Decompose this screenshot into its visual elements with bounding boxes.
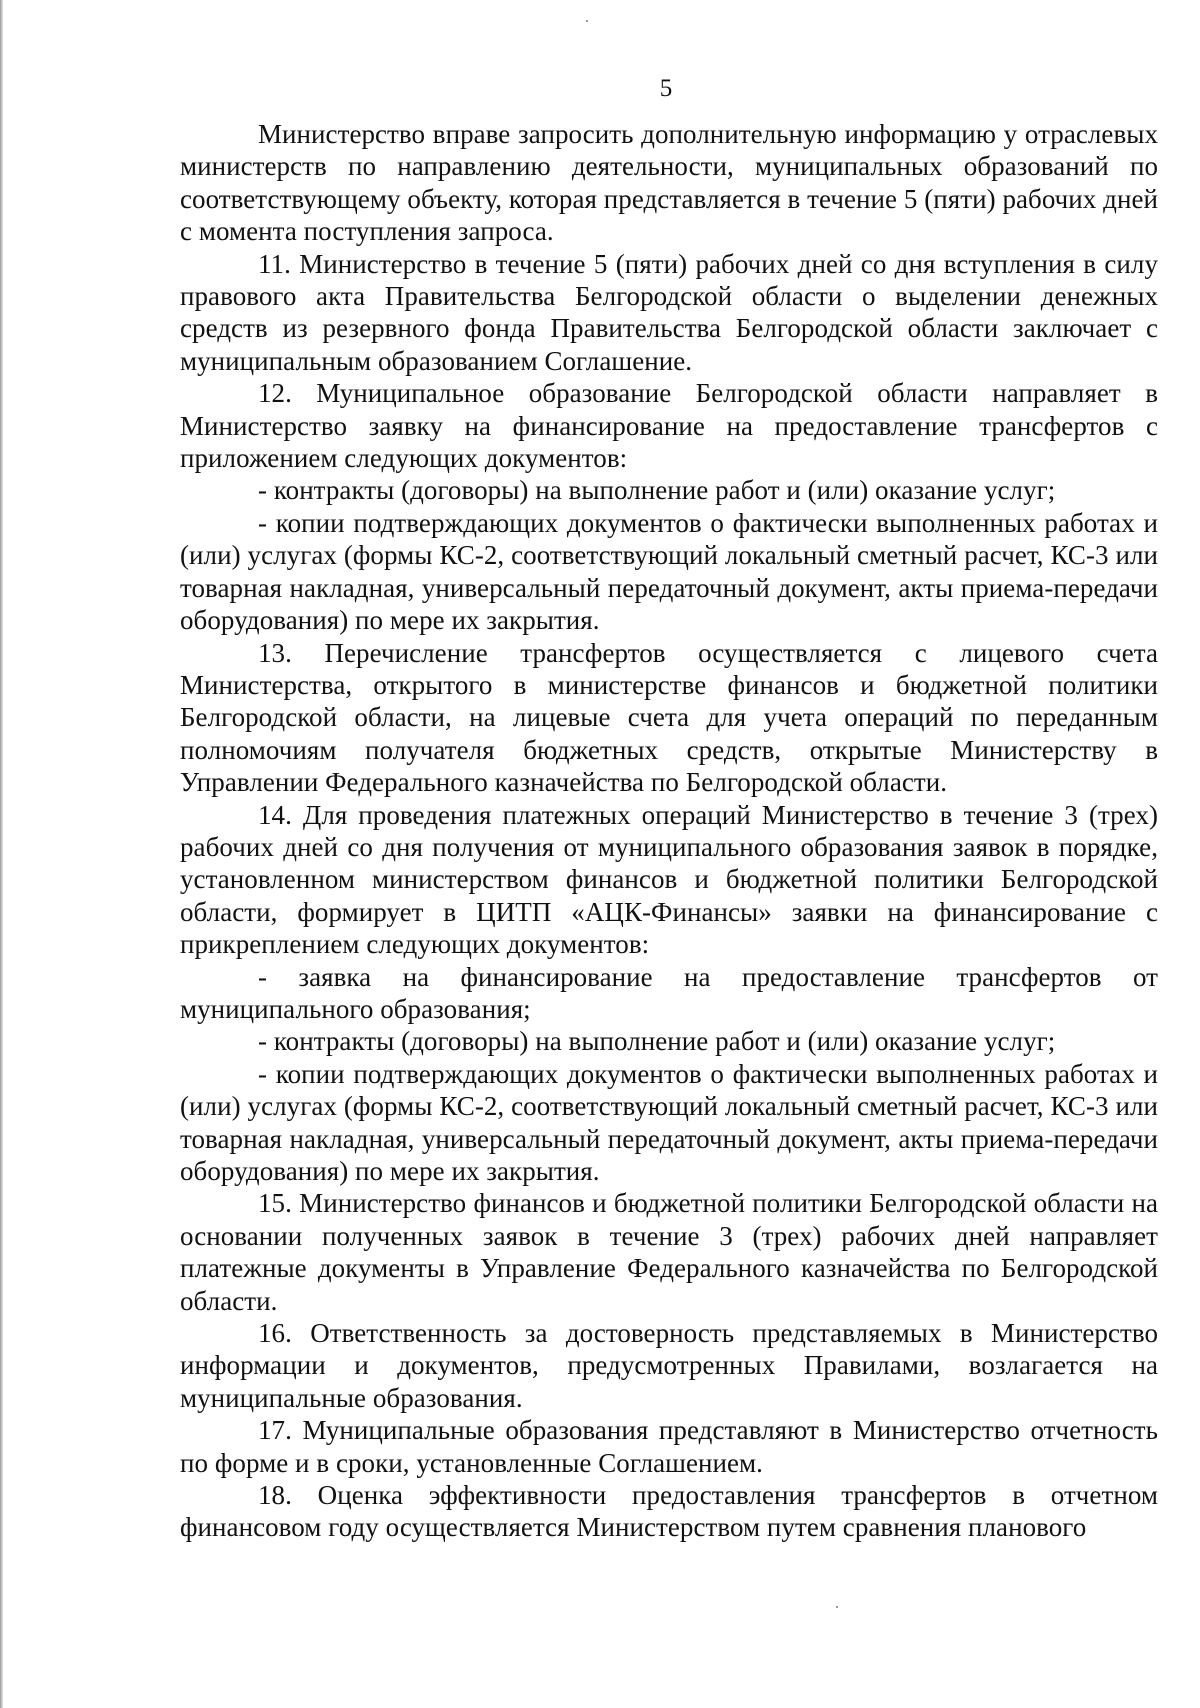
paragraph-ministry-request: Министерство вправе запросить дополнительную информацию у отраслевых министерств по направлению деятельности, муниципальных образований по соответствующему объекту, которая представляется в течение 5 (пяти) рабочих дней с момента поступления запроса. — [180, 119, 1158, 247]
list-item-copies-2: - копии подтверждающих документов о фактически выполненных работах и (или) услугах (формы КС-2, соответствующий локальный сметный расчет, КС-3 или товарная накладная, универсальный передаточный документ, акты приема-передачи оборудования) по мере их закрытия. — [180, 1058, 1158, 1186]
scan-speck — [586, 20, 588, 22]
paragraph-11: 11. Министерство в течение 5 (пяти) рабочих дней со дня вступления в силу правового акта Правительства Белгородской области о выделении денежных средств из резервного фонда Правительства Белгородской области заключает с муниципальным образованием Соглашение. — [180, 248, 1158, 376]
list-item-copies: - копии подтверждающих документов о фактически выполненных работах и (или) услугах (формы КС-2, соответствующий локальный сметный расчет, КС-3 или товарная накладная, универсальный передаточный документ, акты приема-передачи оборудования) по мере их закрытия. — [180, 507, 1158, 636]
list-item-application: - заявка на финансирование на предоставление трансфертов от муниципального образования; — [180, 961, 1158, 1024]
document-body — [180, 118, 1158, 1544]
paragraph-14: 14. Для проведения платежных операций Министерство в течение 3 (трех) рабочих дней со дня получения от муниципального образования заявок в порядке, установленном министерством финансов и бюджетной политики Белгородской области, формирует в ЦИТП «АЦК-Финансы» заявки на финансирование с прикреплением следующих документов: — [180, 799, 1158, 960]
scan-left-edge — [0, 0, 3, 1708]
scan-speck — [836, 1606, 838, 1608]
page-number: 5 — [659, 75, 673, 102]
paragraph-12: 12. Муниципальное образование Белгородской области направляет в Министерство заявку на финансирование на предоставление трансфертов с приложением следующих документов: — [180, 378, 1158, 474]
paragraph-15: 15. Министерство финансов и бюджетной политики Белгородской области на основании полученных заявок в течение 3 (трех) рабочих дней направляет платежные документы в Управление Федерального казначейства по Белгородской области. — [180, 1188, 1158, 1316]
paragraph-17: 17. Муниципальные образования представляют в Министерство отчетность по форме и в сроки, установленные Соглашением. — [180, 1415, 1158, 1478]
list-item-contracts-2: - контракты (договоры) на выполнение работ и (или) оказание услуг; — [258, 1026, 1056, 1057]
paragraph-13: 13. Перечисление трансфертов осуществляется с лицевого счета Министерства, открытого в министерстве финансов и бюджетной политики Белгородской области, на лицевые счета для учета операций по переданным полномочиям получателя бюджетных средств, открытые Министерству в Управлении Федерального казначейства по Белгородской области. — [180, 637, 1158, 798]
list-item-contracts: - контракты (договоры) на выполнение работ и (или) оказание услуг; — [258, 475, 1056, 506]
paragraph-18: 18. Оценка эффективности предоставления трансфертов в отчетном финансовом году осуществляется Министерством путем сравнения планового — [180, 1480, 1158, 1543]
paragraph-16: 16. Ответственность за достоверность представляемых в Министерство информации и документов, предусмотренных Правилами, возлагается на муниципальные образования. — [180, 1318, 1158, 1413]
